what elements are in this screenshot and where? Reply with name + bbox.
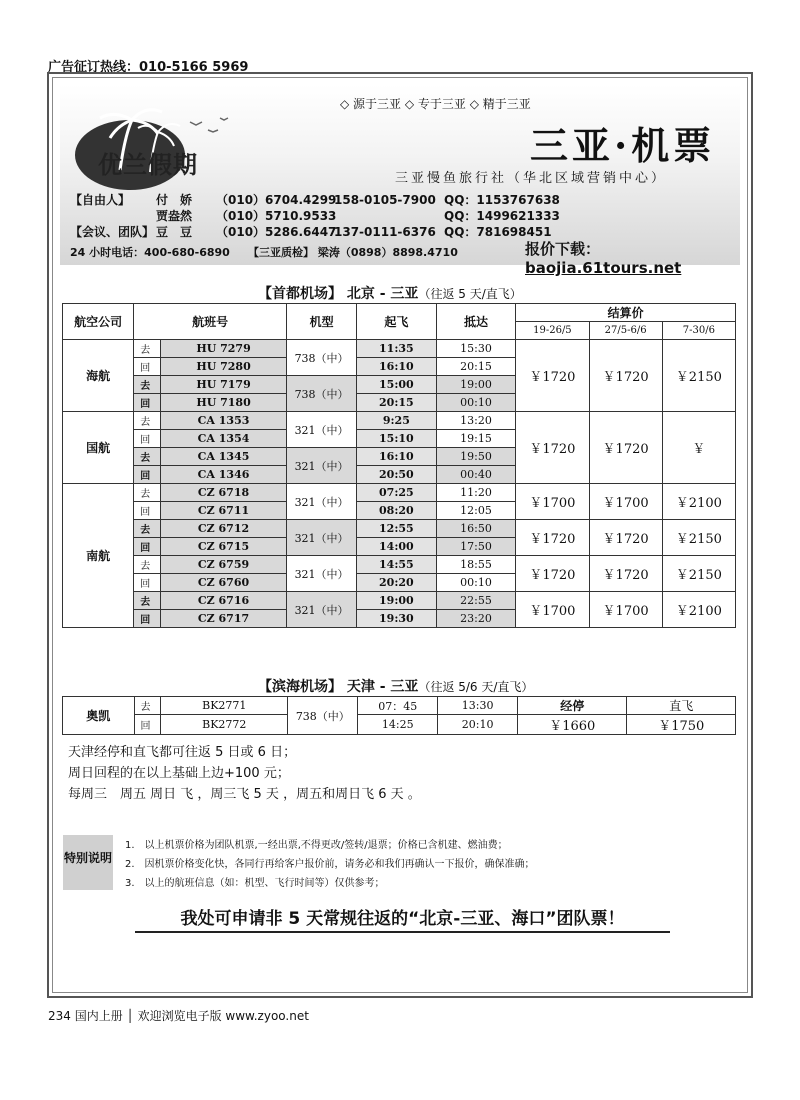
arrive-time: 16:50	[436, 520, 516, 538]
arrive-time: 13:20	[436, 412, 516, 430]
fare-price: ￥2150	[662, 340, 735, 412]
fare-price: ￥1720	[589, 340, 662, 412]
price-label-stopover: 经停	[518, 697, 627, 715]
notes-block	[68, 742, 421, 805]
arrive-time: 17:50	[436, 538, 516, 556]
page-footer: 234 国内上册 │ 欢迎浏览电子版 www.zyoo.net	[48, 1009, 309, 1023]
contact-row: 【自由人】 付 娇 （010）6704.4299158-0105-7900 QQ：1153767638	[70, 193, 560, 207]
direction-label: 去	[134, 448, 161, 466]
direction-label: 回	[134, 502, 161, 520]
arrive-time: 20:15	[436, 358, 516, 376]
airline-name: 南航	[63, 484, 134, 628]
depart-time: 15:00	[357, 376, 437, 394]
direction-label: 去	[134, 697, 161, 715]
flight-number: CZ 6711	[160, 502, 286, 520]
arrive-time: 19:15	[436, 430, 516, 448]
col-header-depart: 起飞	[357, 304, 437, 340]
plane-type: 321（中）	[287, 412, 357, 448]
plane-type: 321（中）	[287, 520, 357, 556]
tianjin-fare-table	[62, 696, 736, 735]
depart-time: 20:50	[357, 466, 437, 484]
fare-price: ￥1700	[589, 592, 662, 628]
special-note-item: 3. 以上的航班信息（如：机型、飞行时间等）仅供参考；	[125, 878, 385, 889]
flight-number: CZ 6716	[160, 592, 286, 610]
fare-price: ￥1720	[516, 340, 589, 412]
flight-number: HU 7180	[160, 394, 286, 412]
group-ticket-banner: 我处可申请非 5 天常规往返的“北京-三亚、海口”团队票！	[135, 904, 670, 933]
direction-label: 去	[134, 592, 161, 610]
fare-price: ￥1720	[589, 412, 662, 484]
arrive-time: 19:00	[436, 376, 516, 394]
flight-number: HU 7279	[160, 340, 286, 358]
plane-type: 321（中）	[287, 448, 357, 484]
direction-label: 去	[134, 376, 161, 394]
arrive-time: 12:05	[436, 502, 516, 520]
agency-name: 三亚慢鱼旅行社（华北区域营销中心）	[395, 171, 668, 186]
fare-price: ￥1700	[516, 484, 589, 520]
table-row	[63, 592, 736, 610]
special-notes-label: 特别说明	[63, 835, 113, 890]
airline-name: 国航	[63, 412, 134, 484]
depart-time: 07:25	[357, 484, 437, 502]
arrive-time: 11:20	[436, 484, 516, 502]
fare-price: ￥2150	[662, 556, 735, 592]
depart-time: 19:00	[357, 592, 437, 610]
col-header-plane: 机型	[287, 304, 357, 340]
price-stopover: ￥1660	[518, 715, 627, 735]
arrive-time: 19:50	[436, 448, 516, 466]
ad-hotline: 广告征订热线：010-5166 5969	[48, 60, 249, 75]
beijing-section-title: 【首都机场】 北京 - 三亚（往返 5 天/直飞）	[258, 286, 522, 302]
flight-number: CZ 6715	[160, 538, 286, 556]
direction-label: 回	[134, 358, 161, 376]
fare-price: ￥1720	[516, 412, 589, 484]
arrive-time: 13:30	[438, 697, 518, 715]
flight-number: CA 1354	[160, 430, 286, 448]
direction-label: 回	[134, 466, 161, 484]
download-link[interactable]: 报价下载：baojia.61tours.net	[525, 240, 682, 277]
fare-price: ￥1720	[516, 520, 589, 556]
flight-number: CA 1353	[160, 412, 286, 430]
special-note-item: 2. 因机票价格变化快，各同行再给客户报价前，请务必和我们再确认一下报价，确保准确；	[125, 859, 535, 870]
flight-number: BK2772	[161, 715, 288, 735]
depart-time: 08:20	[357, 502, 437, 520]
depart-time: 11:35	[357, 340, 437, 358]
arrive-time: 00:10	[436, 394, 516, 412]
direction-label: 去	[134, 556, 161, 574]
period-header: 7-30/6	[662, 322, 735, 340]
price-direct: ￥1750	[627, 715, 736, 735]
price-label-direct: 直飞	[627, 697, 736, 715]
period-header: 27/5-6/6	[589, 322, 662, 340]
direction-label: 去	[134, 412, 161, 430]
slogan: ◇ 源于三亚 ◇ 专于三亚 ◇ 精于三亚	[340, 97, 531, 111]
contact-row: 贾盎然 （010）5710.9533 QQ：1499621333	[156, 209, 560, 223]
airline-name: 海航	[63, 340, 134, 412]
plane-type: 738（中）	[287, 340, 357, 376]
fare-price: ￥2150	[662, 520, 735, 556]
direction-label: 去	[134, 484, 161, 502]
fare-price: ￥1720	[516, 556, 589, 592]
depart-time: 19:30	[357, 610, 437, 628]
flight-number: CZ 6712	[160, 520, 286, 538]
table-row	[63, 484, 736, 502]
arrive-time: 15:30	[436, 340, 516, 358]
direction-label: 回	[134, 610, 161, 628]
period-header: 19-26/5	[516, 322, 589, 340]
flight-number: CZ 6759	[160, 556, 286, 574]
plane-type: 738（中）	[287, 376, 357, 412]
col-header-arrive: 抵达	[436, 304, 516, 340]
col-header-flight: 航班号	[134, 304, 287, 340]
direction-label: 回	[134, 574, 161, 592]
table-row	[63, 556, 736, 574]
depart-time: 9:25	[357, 412, 437, 430]
table-row	[63, 412, 736, 430]
direction-label: 回	[134, 538, 161, 556]
depart-time: 15:10	[357, 430, 437, 448]
note-line: 每周三 周五 周日 飞 ，周三飞 5 天 ，周五和周日飞 6 天 。	[68, 787, 421, 802]
depart-time: 12:55	[357, 520, 437, 538]
table-row	[63, 340, 736, 358]
flight-number: HU 7280	[160, 358, 286, 376]
arrive-time: 23:20	[436, 610, 516, 628]
arrive-time: 18:55	[436, 556, 516, 574]
arrive-time: 00:40	[436, 466, 516, 484]
depart-time: 16:10	[357, 448, 437, 466]
special-notes	[125, 836, 535, 893]
arrive-time: 22:55	[436, 592, 516, 610]
contact-row: 【会议、团队】 豆 豆 （010）5286.6447137-0111-6376 QQ：781698451	[70, 225, 552, 239]
depart-time: 14:55	[357, 556, 437, 574]
fare-price: ￥1700	[589, 484, 662, 520]
plane-type: 321（中）	[287, 592, 357, 628]
fare-price: ￥2100	[662, 484, 735, 520]
fare-price: ￥	[662, 412, 735, 484]
brand-name: 优兰假期	[98, 151, 198, 179]
fare-price: ￥1720	[589, 556, 662, 592]
col-header-airline: 航空公司	[63, 304, 134, 340]
flight-number: BK2771	[161, 697, 288, 715]
tianjin-section-title: 【滨海机场】 天津 - 三亚（往返 5/6 天/直飞）	[258, 679, 534, 695]
fare-price: ￥1700	[516, 592, 589, 628]
direction-label: 回	[134, 715, 161, 735]
plane-type: 321（中）	[287, 484, 357, 520]
depart-time: 20:20	[357, 574, 437, 592]
flight-number: CZ 6717	[160, 610, 286, 628]
plane-type: 321（中）	[287, 556, 357, 592]
plane-type: 738（中）	[288, 697, 358, 735]
note-line: 天津经停和直飞都可往返 5 日或 6 日；	[68, 745, 297, 760]
depart-time: 14:00	[357, 538, 437, 556]
note-line: 周日回程的在以上基础上边+100 元；	[68, 766, 290, 781]
direction-label: 去	[134, 340, 161, 358]
beijing-fare-table	[62, 303, 736, 628]
fare-price: ￥1720	[589, 520, 662, 556]
arrive-time: 00:10	[436, 574, 516, 592]
airline-name: 奥凯	[63, 697, 135, 735]
depart-time: 14:25	[358, 715, 438, 735]
arrive-time: 20:10	[438, 715, 518, 735]
flight-number: CZ 6760	[160, 574, 286, 592]
direction-label: 回	[134, 430, 161, 448]
flight-number: HU 7179	[160, 376, 286, 394]
table-row	[63, 520, 736, 538]
direction-label: 去	[134, 520, 161, 538]
flight-number: CA 1345	[160, 448, 286, 466]
hotline-row: 24 小时电话：400-680-6890 【三亚质检】 梁涛（0898）8898.4710	[70, 246, 458, 259]
flight-number: CA 1346	[160, 466, 286, 484]
depart-time: 20:15	[357, 394, 437, 412]
flight-number: CZ 6718	[160, 484, 286, 502]
depart-time: 16:10	[357, 358, 437, 376]
fare-price: ￥2100	[662, 592, 735, 628]
header-banner	[60, 85, 740, 277]
direction-label: 回	[134, 394, 161, 412]
col-header-price: 结算价	[516, 304, 736, 322]
page-title: 三亚·机票	[530, 123, 716, 168]
depart-time: 07：45	[358, 697, 438, 715]
special-note-item: 1. 以上机票价格为团队机票,一经出票,不得更改/签转/退票；价格已含机建、燃油费；	[125, 840, 508, 851]
